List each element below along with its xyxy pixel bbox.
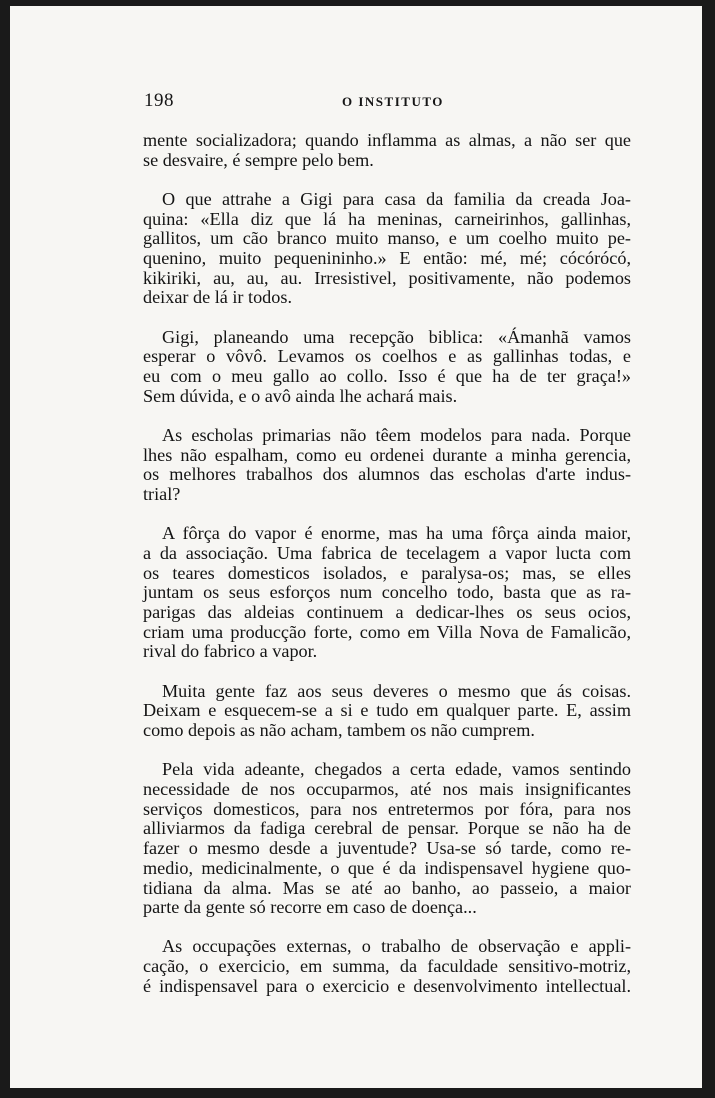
text-line: como depois as não acham, tambem os não cumprem.: [143, 720, 535, 741]
paragraph: [143, 426, 631, 505]
text-line: os melhores trabalhos dos alumnos das escholas d'arte indus-: [143, 464, 631, 485]
text-line: criam uma producção forte, como em Villa Nova de Famalicão,: [143, 621, 631, 642]
text-line: se desvaire, é sempre pelo bem.: [143, 149, 374, 170]
text-line: gallitos, um cão branco muito manso, e um coelho muito pe-: [143, 228, 631, 249]
body-text: [143, 131, 631, 1016]
text-line: As escholas primarias não têem modelos para nada. Porque: [162, 424, 631, 445]
text-line: esperar o vôvô. Levamos os coelhos e as gallinhas todas, e: [143, 346, 631, 367]
paragraph: [143, 937, 631, 996]
paragraph: [143, 131, 631, 170]
text-line: medio, medicinalmente, o que é da indispensavel hygiene quo-: [143, 857, 631, 878]
text-line: fazer o mesmo desde a juventude? Usa-se só tarde, como re-: [143, 838, 631, 859]
text-line: eu com o meu gallo ao collo. Isso é que ha de ter graça!»: [143, 366, 631, 387]
text-line: mente socializadora; quando inflamma as almas, a não ser que: [143, 130, 631, 150]
text-line: quenino, muito pequenininho.» E então: mé, mé; cócórócó,: [143, 248, 631, 269]
text-line: a da associação. Uma fabrica de tecelagem a vapor lucta com: [143, 542, 631, 563]
text-line: O que attrahe a Gigi para casa da familia da creada Joa-: [162, 188, 631, 209]
text-line: necessidade de nos occuparmos, até nos mais insignificantes: [143, 778, 631, 799]
text-line: parte da gente só recorre em caso de doença...: [143, 897, 477, 918]
text-line: deixar de lá ir todos.: [143, 287, 292, 308]
text-line: Pela vida adeante, chegados a certa edade, vamos sentindo: [162, 759, 631, 780]
page-header: [144, 90, 630, 114]
page-number: 198: [144, 90, 174, 111]
text-line: lhes não espalham, como eu ordenei durante a minha gerencia,: [143, 444, 631, 465]
text-line: tidiana da alma. Mas se até ao banho, ao passeio, a maior: [143, 877, 631, 898]
text-line: As occupações externas, o trabalho de observação e appli-: [162, 936, 631, 957]
paragraph: [143, 190, 631, 308]
paragraph: [143, 524, 631, 662]
text-line: A fôrça do vapor é enorme, mas ha uma fôrça ainda maior,: [162, 523, 631, 544]
running-title: O INSTITUTO: [342, 94, 444, 109]
book-page: [10, 6, 702, 1088]
text-line: rival do fabrico a vapor.: [143, 641, 318, 662]
text-line: serviços domesticos, para nos entretermos por fóra, para nos: [143, 798, 631, 819]
text-line: Deixam e esquecem-se a si e tudo em qualquer parte. E, assim: [143, 700, 631, 721]
text-line: quina: «Ella diz que lá ha meninas, carneirinhos, gallinhas,: [143, 208, 631, 229]
paragraph: [143, 760, 631, 918]
text-line: trial?: [143, 484, 181, 505]
text-line: é indispensavel para o exercicio e desenvolvimento intellectual.: [143, 975, 631, 996]
text-line: juntam os seus esforços num concelho todo, basta que as ra-: [143, 582, 631, 603]
text-line: Sem dúvida, e o avô ainda lhe achará mais.: [143, 385, 458, 406]
text-line: parigas das aldeias continuem a dedicar-lhes os seus ocios,: [143, 602, 631, 623]
text-line: alliviarmos da fadiga cerebral de pensar. Porque se não ha de: [143, 818, 631, 839]
text-line: kikiriki, au, au, au. Irresistivel, positivamente, não podemos: [143, 267, 631, 288]
paragraph: [143, 682, 631, 741]
text-line: os teares domesticos isolados, e paralysa-os; mas, se elles: [143, 562, 631, 583]
paragraph: [143, 328, 631, 407]
text-line: Muita gente faz aos seus deveres o mesmo que ás coisas.: [162, 680, 631, 701]
text-line: Gigi, planeando uma recepção biblica: «Ámanhã vamos: [162, 326, 631, 347]
text-line: cação, o exercicio, em summa, da faculdade sensitivo-motriz,: [143, 956, 631, 977]
